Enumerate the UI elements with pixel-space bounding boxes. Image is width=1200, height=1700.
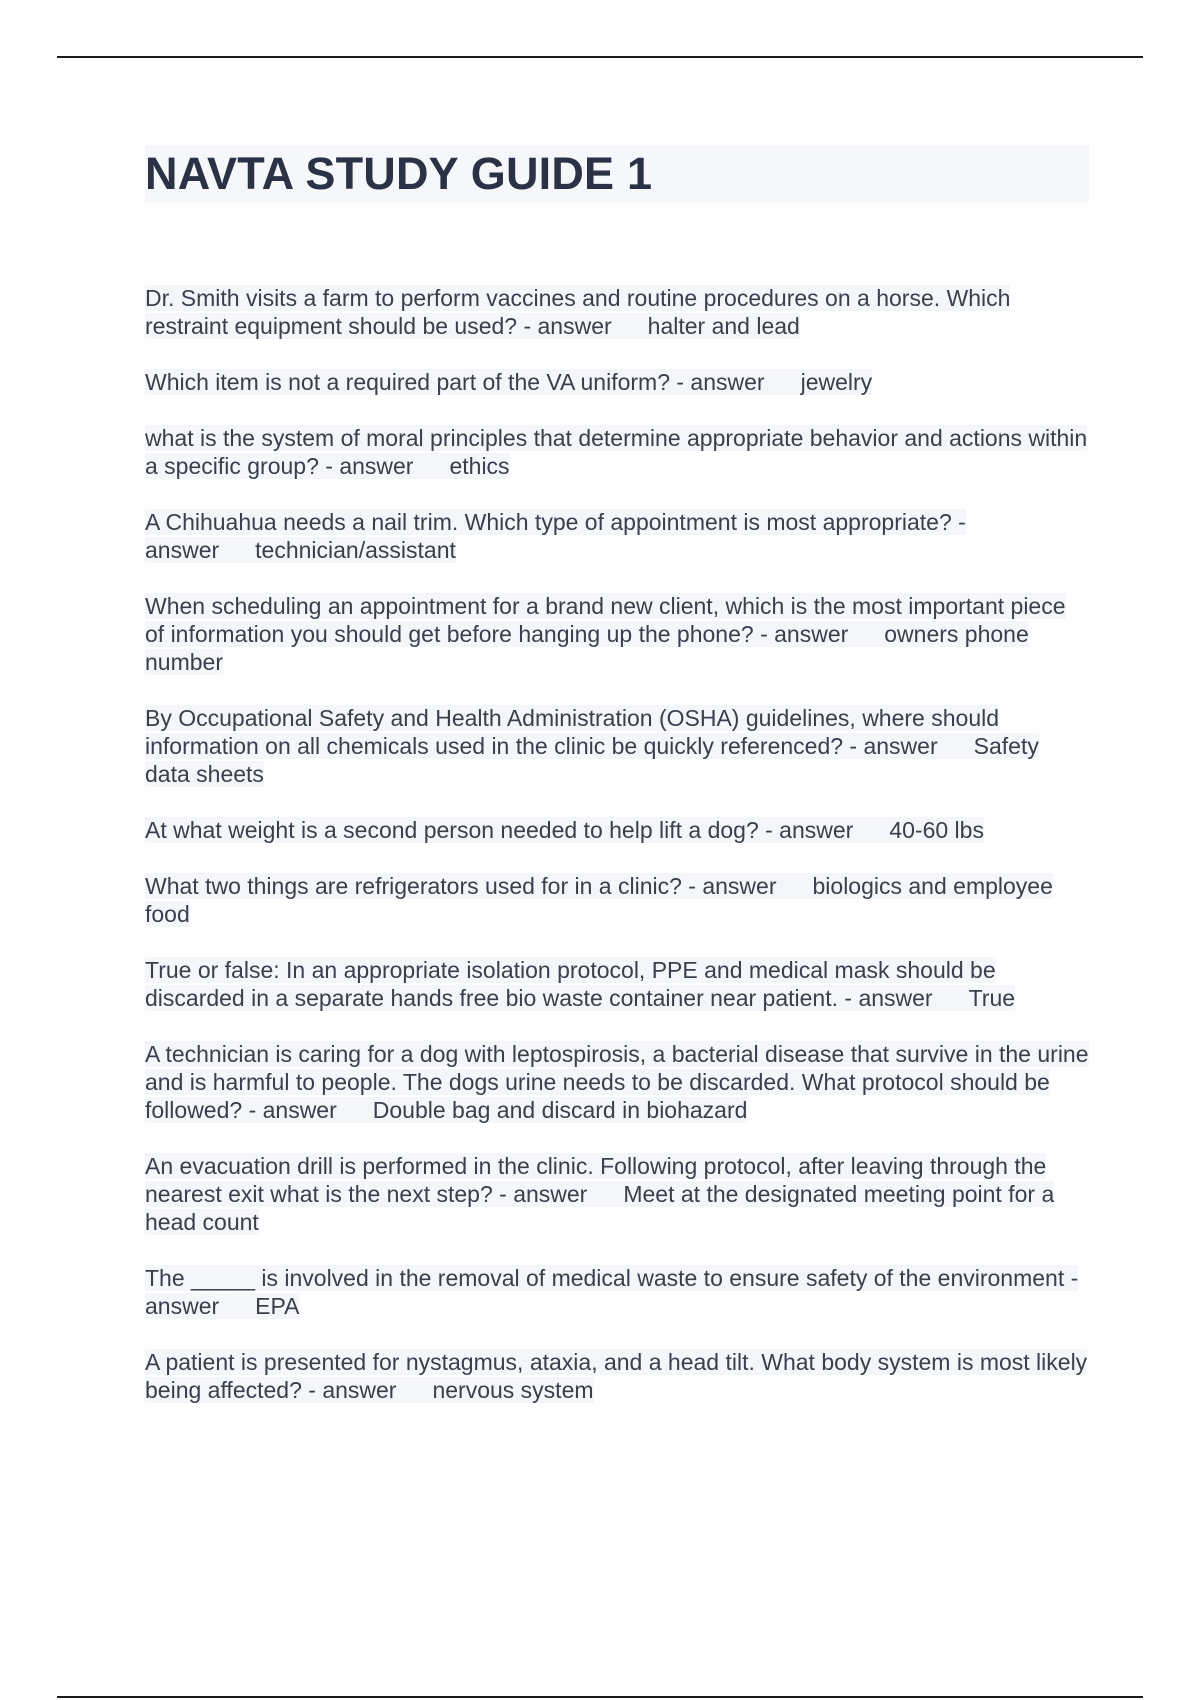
question-text: What two things are refrigerators used for in a clinic? - answer [145, 873, 777, 899]
qa-item [145, 872, 1089, 928]
question-text: what is the system of moral principles that determine appropriate behavior and actions within a specific group? - answer [145, 425, 1088, 479]
question-text: Which item is not a required part of the VA uniform? - answer [145, 369, 765, 395]
question-text: A Chihuahua needs a nail trim. Which type of appointment is most appropriate? - answer [145, 509, 966, 563]
question-text: A technician is caring for a dog with leptospirosis, a bacterial disease that survive in the urine and is harmful to people. The dogs urine needs to be discarded. What protocol should be followed? - answer [145, 1041, 1089, 1123]
question-text: By Occupational Safety and Health Administration (OSHA) guidelines, where should information on all chemicals used in the clinic be quickly referenced? - answer [145, 705, 1000, 759]
answer-text: 40-60 lbs [889, 817, 984, 843]
answer-text: True [968, 985, 1016, 1011]
question-text: The _____ is involved in the removal of medical waste to ensure safety of the environment - answer [145, 1265, 1079, 1319]
question-list [145, 284, 1089, 1432]
qa-item [145, 508, 1089, 564]
qa-item [145, 1152, 1089, 1236]
qa-text [145, 1349, 1087, 1403]
qa-item [145, 368, 1089, 396]
qa-item [145, 592, 1089, 676]
answer-text: ethics [449, 453, 510, 479]
qa-text [145, 285, 1010, 339]
qa-item [145, 424, 1089, 480]
question-text: A patient is presented for nystagmus, ataxia, and a head tilt. What body system is most likely being affected? - answer [145, 1349, 1088, 1403]
qa-text [145, 425, 1087, 479]
answer-text: technician/assistant [255, 537, 456, 563]
answer-text: nervous system [432, 1377, 594, 1403]
qa-item [145, 704, 1089, 788]
qa-item [145, 1348, 1089, 1404]
answer-text: Meet at the designated meeting point for a head count [145, 1181, 1055, 1235]
question-text: Dr. Smith visits a farm to perform vaccines and routine procedures on a horse. Which restraint equipment should be used? - answer [145, 285, 1011, 339]
qa-item [145, 1264, 1089, 1320]
qa-text [145, 1153, 1054, 1235]
qa-text [145, 1265, 1078, 1319]
answer-text: biologics and employee food [145, 873, 1053, 927]
answer-text: jewelry [800, 369, 873, 395]
answer-text: Safety data sheets [145, 733, 1039, 787]
page-title: NAVTA STUDY GUIDE 1 [145, 148, 653, 199]
bottom-rule [57, 1696, 1143, 1698]
qa-item [145, 816, 1089, 844]
answer-text: Double bag and discard in biohazard [372, 1097, 748, 1123]
qa-text [145, 1041, 1089, 1123]
question-text: True or false: In an appropriate isolation protocol, PPE and medical mask should be discarded in a separate hands free bio waste container near patient. - answer [145, 957, 996, 1011]
qa-text [145, 369, 872, 395]
qa-item [145, 284, 1089, 340]
qa-text [145, 593, 1066, 675]
answer-text: owners phone number [145, 621, 1029, 675]
qa-item [145, 956, 1089, 1012]
answer-text: EPA [255, 1293, 300, 1319]
question-text: When scheduling an appointment for a brand new client, which is the most important piece of information you should get before hanging up the phone? - answer [145, 593, 1066, 647]
qa-text [145, 705, 1039, 787]
qa-text [145, 817, 984, 843]
question-text: At what weight is a second person needed to help lift a dog? - answer [145, 817, 854, 843]
top-rule [57, 56, 1143, 58]
qa-text [145, 957, 1015, 1011]
qa-item [145, 1040, 1089, 1124]
answer-text: halter and lead [647, 313, 800, 339]
qa-text [145, 873, 1053, 927]
qa-text [145, 509, 966, 563]
question-text: An evacuation drill is performed in the clinic. Following protocol, after leaving through the nearest exit what is the next step? - answer [145, 1153, 1047, 1207]
